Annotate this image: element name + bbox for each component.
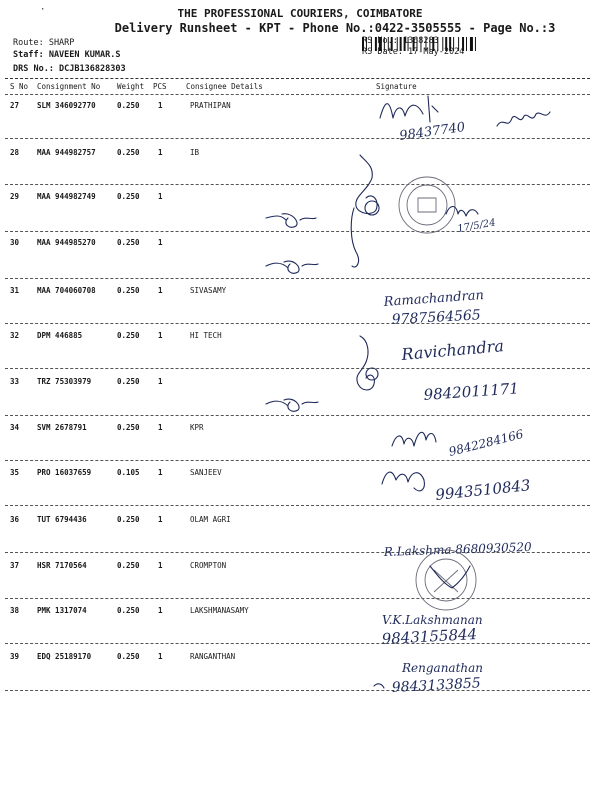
- cell-sno: 37: [10, 561, 20, 570]
- handwritten-phone: 9843133855: [391, 675, 482, 696]
- row-separator: [5, 184, 590, 185]
- row-separator: [5, 552, 590, 553]
- cell-pcs: 1: [158, 101, 163, 110]
- cell-weight: 0.250: [117, 331, 140, 340]
- handwritten-name: Renganathan: [402, 661, 484, 675]
- row-separator: [5, 460, 590, 461]
- cell-weight: 0.250: [117, 561, 140, 570]
- cell-weight: 0.250: [117, 606, 140, 615]
- handwritten-phone: 9842284166: [447, 426, 525, 459]
- handwritten-name: Ravichandra: [400, 336, 505, 364]
- cell-sno: 31: [10, 286, 20, 295]
- cell-pcs: 1: [158, 515, 163, 524]
- cell-sno: 32: [10, 331, 20, 340]
- cell-sno: 30: [10, 238, 20, 247]
- cell-pcs: 1: [158, 286, 163, 295]
- cell-consignee: RANGANTHAN: [190, 652, 236, 661]
- handwritten-name: Ramachandran: [383, 288, 485, 310]
- route-label: Route: SHARP: [13, 38, 75, 48]
- signature-scribble: [380, 96, 438, 122]
- row-separator: [5, 690, 590, 691]
- cell-pcs: 1: [158, 561, 163, 570]
- cell-consignment: TRZ 75303979: [37, 377, 92, 386]
- cell-consignment: MAA 944985270: [37, 238, 96, 247]
- company-name: THE PROFESSIONAL COURIERS, COIMBATORE: [177, 7, 423, 20]
- cell-consignment: SVM 2678791: [37, 423, 87, 432]
- cell-pcs: 1: [158, 192, 163, 201]
- cell-consignee: SIVASAMY: [190, 286, 227, 295]
- cell-pcs: 1: [158, 377, 163, 386]
- cell-consignment: MAA 944982757: [37, 148, 96, 157]
- cell-weight: 0.250: [117, 101, 140, 110]
- col-header-consignment: Consignment No: [37, 82, 101, 91]
- cell-consignment: DPM 446885: [37, 331, 83, 340]
- cell-consignment: MAA 944982749: [37, 192, 96, 201]
- stamp-seal: [416, 550, 476, 610]
- cell-consignee: PRATHIPAN: [190, 101, 231, 110]
- cell-pcs: 1: [158, 238, 163, 247]
- handwritten-phone: 98437740: [398, 119, 467, 144]
- staff-label: Staff: NAVEEN KUMAR.S: [13, 50, 121, 60]
- rs-number: RS No.: 1368283: [362, 36, 439, 46]
- cell-sno: 27: [10, 101, 20, 110]
- handwritten-phone: 9843155844: [381, 625, 478, 648]
- cell-weight: 0.250: [117, 652, 140, 661]
- cell-sno: 36: [10, 515, 20, 524]
- row-separator: [5, 138, 590, 139]
- col-header-signature: Signature: [376, 82, 417, 91]
- cell-weight: 0.250: [117, 238, 140, 247]
- cell-consignee: OLAM AGRI: [190, 515, 231, 524]
- table-top-rule: [5, 78, 590, 79]
- cell-consignment: EDQ 25189170: [37, 652, 92, 661]
- cell-consignee: HI TECH: [190, 331, 222, 340]
- cell-weight: 0.250: [117, 148, 140, 157]
- cell-consignee: SANJEEV: [190, 468, 222, 477]
- rs-date: RS Date: 17-May-2024: [362, 47, 465, 57]
- cell-pcs: 1: [158, 468, 163, 477]
- cell-pcs: 1: [158, 652, 163, 661]
- cell-sno: 33: [10, 377, 20, 386]
- handwritten-name: R.Lakshma 8680930520: [383, 539, 532, 559]
- cell-sno: 38: [10, 606, 20, 615]
- cell-weight: 0.250: [117, 377, 140, 386]
- handwritten-name: V.K.Lakshmanan: [382, 613, 483, 627]
- barcode-bar: [466, 37, 467, 51]
- cell-weight: 0.250: [117, 423, 140, 432]
- cell-consignment: TUT 6794436: [37, 515, 87, 524]
- page-mark: ·: [40, 5, 46, 15]
- cell-pcs: 1: [158, 148, 163, 157]
- cell-consignee: KPR: [190, 423, 204, 432]
- handwritten-phone: 9842011171: [423, 379, 520, 404]
- cell-pcs: 1: [158, 423, 163, 432]
- cell-weight: 0.105: [117, 468, 140, 477]
- row-separator: [5, 368, 590, 369]
- cell-consignment: SLM 346092770: [37, 101, 96, 110]
- cell-consignee: CROMPTON: [190, 561, 227, 570]
- cell-weight: 0.250: [117, 286, 140, 295]
- cell-pcs: 1: [158, 606, 163, 615]
- cell-consignee: LAKSHMANASAMY: [190, 606, 249, 615]
- row-separator: [5, 505, 590, 506]
- handwritten-phone: 9787564565: [391, 307, 482, 328]
- col-header-pcs: PCS: [153, 82, 167, 91]
- col-header-weight: Weight: [117, 82, 145, 91]
- cell-consignment: PRO 16037659: [37, 468, 92, 477]
- col-header-consignee: Consignee Details: [186, 82, 263, 91]
- row-separator: [5, 231, 590, 232]
- barcode-bar: [475, 37, 476, 51]
- handwritten-phone: 9943510843: [434, 476, 532, 504]
- cell-weight: 0.250: [117, 192, 140, 201]
- cell-consignee: IB: [190, 148, 200, 157]
- drs-number: DRS No.: DCJB136828303: [13, 64, 126, 74]
- cell-consignment: HSR 7170564: [37, 561, 87, 570]
- row-separator: [5, 643, 590, 644]
- cell-weight: 0.250: [117, 515, 140, 524]
- handwritten-date: 17/5/24: [456, 217, 497, 235]
- runsheet-title: Delivery Runsheet - KPT - Phone No.:0422-3505555 - Page No.:3: [114, 21, 556, 35]
- barcode-bar: [470, 37, 473, 51]
- cell-sno: 39: [10, 652, 20, 661]
- cell-sno: 28: [10, 148, 20, 157]
- col-header-sno: S No: [10, 82, 29, 91]
- row-separator: [5, 598, 590, 599]
- cell-consignment: PMK 1317074: [37, 606, 87, 615]
- cell-sno: 34: [10, 423, 20, 432]
- row-separator: [5, 415, 590, 416]
- cell-sno: 29: [10, 192, 20, 201]
- cell-pcs: 1: [158, 331, 163, 340]
- row-separator: [5, 323, 590, 324]
- cell-sno: 35: [10, 468, 20, 477]
- table-header-rule: [5, 94, 590, 95]
- cell-consignment: MAA 704060708: [37, 286, 96, 295]
- stamp-seal: [399, 177, 455, 233]
- row-separator: [5, 278, 590, 279]
